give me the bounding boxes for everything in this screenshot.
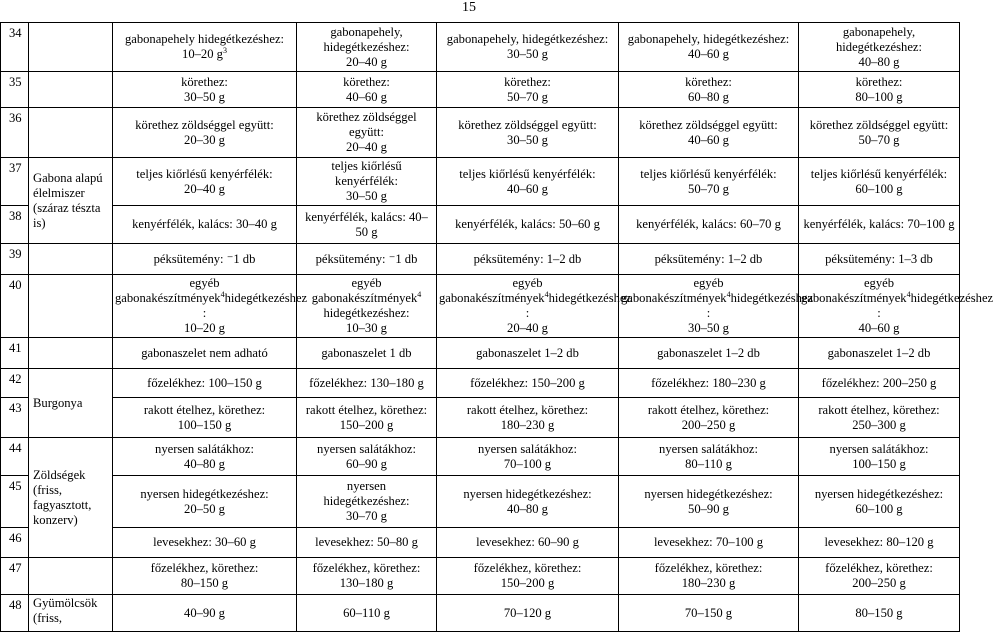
table-cell: teljes kiőrlésű kenyérfélék: 50–70 g — [619, 158, 799, 206]
table-cell: 40–90 g — [113, 595, 297, 632]
table-cell: nyersen salátákhoz: 40–80 g — [113, 438, 297, 476]
table-cell: nyersen hidegétkezéshez: 40–80 g — [437, 476, 619, 528]
table-cell: kenyérfélék, kalács: 50–60 g — [437, 206, 619, 244]
table-cell: gabonapehely, hidegétkezéshez: 20–40 g — [297, 23, 437, 72]
table-cell: nyersen salátákhoz: 80–110 g — [619, 438, 799, 476]
category-cell-empty — [29, 244, 113, 275]
table-cell: körethez zöldséggel együtt: 20–30 g — [113, 108, 297, 158]
row-number: 39 — [1, 244, 29, 275]
table-cell: nyersen salátákhoz: 60–90 g — [297, 438, 437, 476]
table-cell: kenyérfélék, kalács: 30–40 g — [113, 206, 297, 244]
table-cell: kenyérfélék, kalács: 40– 50 g — [297, 206, 437, 244]
table-cell: teljes kiőrlésű kenyérfélék: 20–40 g — [113, 158, 297, 206]
table-cell: gabonapehely hidegétkezéshez: 10–20 $g^3$ — [113, 23, 297, 72]
table-row — [1, 528, 960, 558]
category-cell-empty — [29, 338, 113, 369]
table-cell: 70–150 g — [619, 595, 799, 632]
table-cell: egyéb gabonakészítmények$^4$hidegétkezéshez : 40–60 g — [799, 275, 960, 338]
table-cell: teljes kiőrlésű kenyérfélék: 60–100 g — [799, 158, 960, 206]
row-number: 42 — [1, 369, 29, 398]
category-cell-empty — [29, 108, 113, 158]
row-number: 43 — [1, 398, 29, 438]
row-number: 38 — [1, 206, 29, 244]
table-cell: körethez zöldséggel együtt: 50–70 g — [799, 108, 960, 158]
table-row — [1, 244, 960, 275]
table-cell: körethez zöldséggel együtt: 30–50 g — [437, 108, 619, 158]
table-cell: gabonapehely, hidegétkezéshez: 40–80 g — [799, 23, 960, 72]
table-cell: körethez: 40–60 g — [297, 72, 437, 108]
table-row — [1, 275, 960, 338]
table-cell: főzelékhez, körethez: 200–250 g — [799, 558, 960, 595]
table-cell: nyersen hidegétkezéshez: 60–100 g — [799, 476, 960, 528]
table-cell: gabonapehely, hidegétkezéshez: 40–60 g — [619, 23, 799, 72]
row-number: 41 — [1, 338, 29, 369]
table-cell: főzelékhez, körethez: 130–180 g — [297, 558, 437, 595]
table-cell: főzelékhez: 100–150 g — [113, 369, 297, 398]
table-row — [1, 158, 960, 206]
table-cell: gabonaszelet 1–2 db — [799, 338, 960, 369]
table-row — [1, 72, 960, 108]
table-cell: kenyérfélék, kalács: 70–100 g — [799, 206, 960, 244]
table-cell: nyersen hidegétkezéshez: 20–50 g — [113, 476, 297, 528]
portion-table — [0, 22, 993, 632]
category-cell-empty — [29, 275, 113, 338]
table-cell: körethez: 60–80 g — [619, 72, 799, 108]
table-cell: teljes kiőrlésű kenyérfélék: 30–50 g — [297, 158, 437, 206]
table-row — [1, 476, 960, 528]
table-cell: levesekhez: 30–60 g — [113, 528, 297, 558]
category-zoldseg: Zöldségek (friss, fagyasztott, konzerv) — [29, 438, 113, 558]
table-cell: gabonaszelet 1–2 db — [437, 338, 619, 369]
table-cell: gabonaszelet 1–2 db — [619, 338, 799, 369]
table-row — [1, 206, 960, 244]
row-number: 44 — [1, 438, 29, 476]
table-cell: körethez zöldséggel együtt: 20–40 g — [297, 108, 437, 158]
table-cell: teljes kiőrlésű kenyérfélék: 40–60 g — [437, 158, 619, 206]
table-cell: főzelékhez: 130–180 g — [297, 369, 437, 398]
table-cell: levesekhez: 60–90 g — [437, 528, 619, 558]
table-cell: gabonaszelet nem adható — [113, 338, 297, 369]
table-row — [1, 438, 960, 476]
table-cell: főzelékhez: 200–250 g — [799, 369, 960, 398]
table-cell: 70–120 g — [437, 595, 619, 632]
table-cell: nyersen salátákhoz: 100–150 g — [799, 438, 960, 476]
table-cell: egyéb gabonakészítmények$^4$ hidegétkezéshez: 10–30 g — [297, 275, 437, 338]
table-cell: egyéb gabonakészítmények$^4$hidegétkezéshez : 20–40 g — [437, 275, 619, 338]
table-cell: 80–150 g — [799, 595, 960, 632]
category-cell-empty — [29, 72, 113, 108]
row-number: 35 — [1, 72, 29, 108]
table-cell: rakott ételhez, körethez: 150–200 g — [297, 398, 437, 438]
table-row — [1, 398, 960, 438]
row-number: 46 — [1, 528, 29, 558]
category-gyumolcs: Gyümölcsök (friss, — [29, 595, 113, 632]
table-cell: egyéb gabonakészítmények$^4$hidegétkezéshez : 30–50 g — [619, 275, 799, 338]
table-cell: körethez: 30–50 g — [113, 72, 297, 108]
table-cell: kenyérfélék, kalács: 60–70 g — [619, 206, 799, 244]
table-cell: rakott ételhez, körethez: 100–150 g — [113, 398, 297, 438]
row-number: 40 — [1, 275, 29, 338]
page-number: 15 — [462, 0, 476, 15]
table-cell: nyersen hidegétkezéshez: 50–90 g — [619, 476, 799, 528]
table-row — [1, 558, 960, 595]
table-cell: péksütemény: 1–2 db — [619, 244, 799, 275]
table-cell: péksütemény: ⁻1 db — [297, 244, 437, 275]
table-cell: egyéb gabonakészítmények$^4$hidegétkezéshez : 10–20 g — [113, 275, 297, 338]
table-row — [1, 108, 960, 158]
table-cell: gabonaszelet 1 db — [297, 338, 437, 369]
table-cell: 60–110 g — [297, 595, 437, 632]
category-gabona: Gabona alapú élelmiszer (száraz tészta is) — [29, 158, 113, 244]
table-cell: levesekhez: 50–80 g — [297, 528, 437, 558]
table-cell: rakott ételhez, körethez: 250–300 g — [799, 398, 960, 438]
table-cell: nyersen salátákhoz: 70–100 g — [437, 438, 619, 476]
table-cell: főzelékhez, körethez: 180–230 g — [619, 558, 799, 595]
row-number: 47 — [1, 558, 29, 595]
table-cell: rakott ételhez, körethez: 200–250 g — [619, 398, 799, 438]
table-cell: gabonapehely, hidegétkezéshez: 30–50 g — [437, 23, 619, 72]
row-number: 45 — [1, 476, 29, 528]
table-row — [1, 595, 960, 632]
table-cell: nyersen hidegétkezéshez: 30–70 g — [297, 476, 437, 528]
row-number: 34 — [1, 23, 29, 72]
table-row — [1, 338, 960, 369]
category-burgonya: Burgonya — [29, 369, 113, 438]
table-cell: péksütemény: 1–2 db — [437, 244, 619, 275]
row-number: 48 — [1, 595, 29, 632]
table-cell: főzelékhez, körethez: 80–150 g — [113, 558, 297, 595]
category-cell-empty — [29, 23, 113, 72]
row-number: 37 — [1, 158, 29, 206]
row-number: 36 — [1, 108, 29, 158]
table-cell: körethez zöldséggel együtt: 40–60 g — [619, 108, 799, 158]
table-cell: péksütemény: ⁻1 db — [113, 244, 297, 275]
table-cell: rakott ételhez, körethez: 180–230 g — [437, 398, 619, 438]
table-cell: péksütemény: 1–3 db — [799, 244, 960, 275]
category-cell-empty — [29, 558, 113, 595]
table-row — [1, 23, 960, 72]
table-cell: főzelékhez, körethez: 150–200 g — [437, 558, 619, 595]
table-cell: főzelékhez: 150–200 g — [437, 369, 619, 398]
table-cell: levesekhez: 70–100 g — [619, 528, 799, 558]
table-row — [1, 369, 960, 398]
table-cell: főzelékhez: 180–230 g — [619, 369, 799, 398]
table-cell: körethez: 80–100 g — [799, 72, 960, 108]
table-cell: levesekhez: 80–120 g — [799, 528, 960, 558]
table-cell: körethez: 50–70 g — [437, 72, 619, 108]
